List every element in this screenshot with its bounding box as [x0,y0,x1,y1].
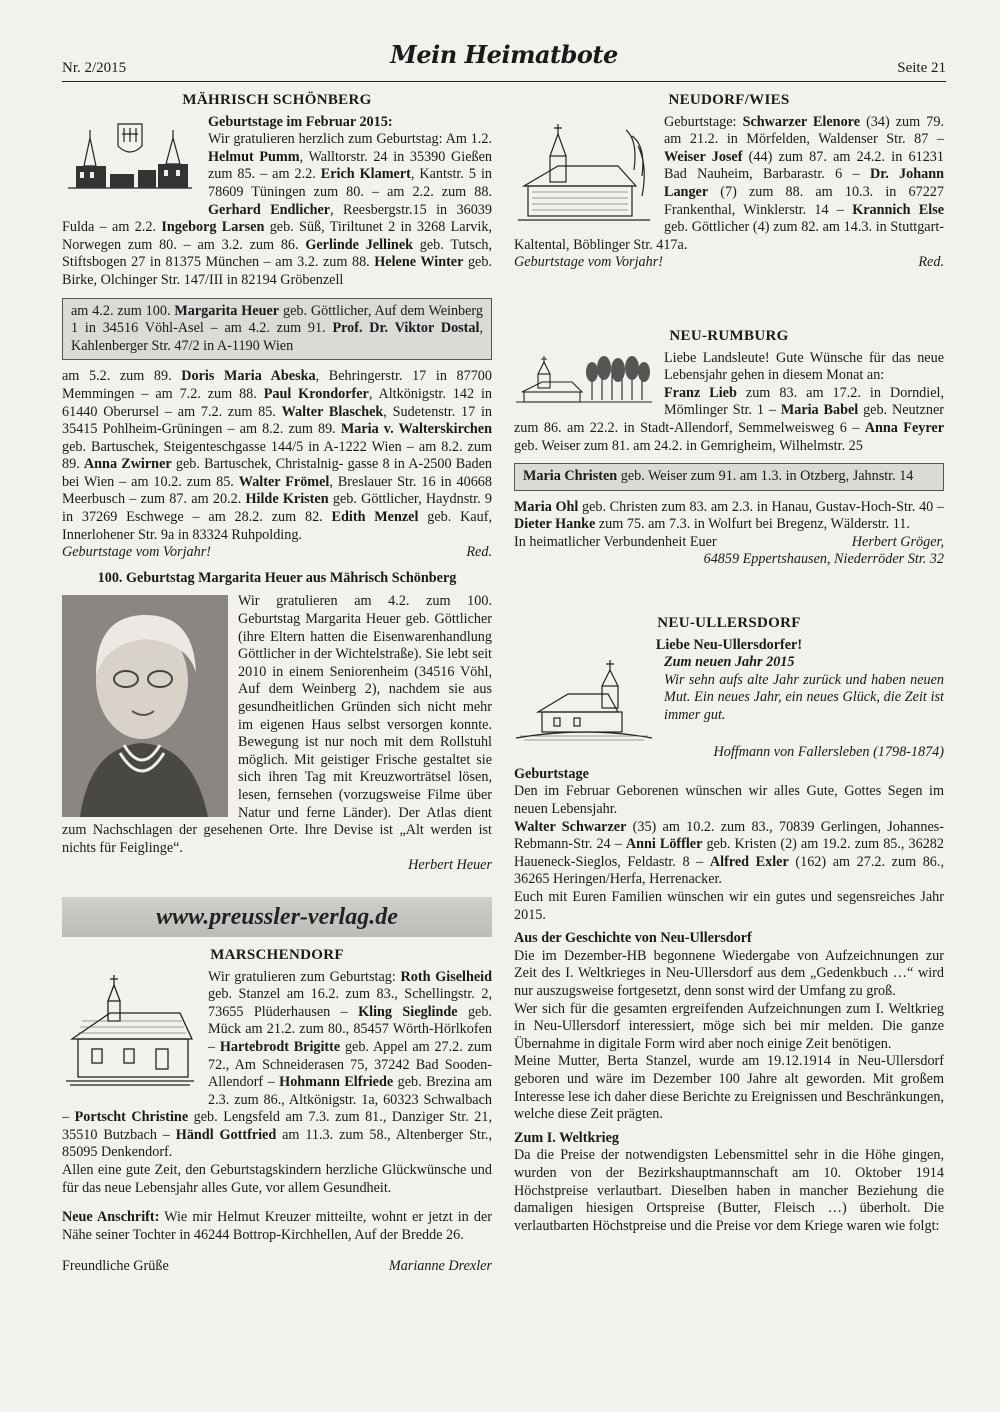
ullersdorf-sub-birthdays: Geburtstage [514,765,589,782]
ullersdorf-greeting: Liebe Neu-Ullersdorfer! [655,636,803,653]
hill-church-icon [514,656,654,742]
portrait-image-icon [62,595,228,817]
ullersdorf-year-wishes: Euch mit Euren Familien wünschen wir ein gutes und segensreiches Jahr 2015. [514,889,944,923]
ullersdorf-sub-history: Aus der Geschichte von Neu-Ullersdorf [514,930,752,947]
section-title-ullersdorf: NEU-ULLERSDORF [657,615,801,632]
new-address-text: Wie mir Helmut Kreuzer mitteilte, wohnt er jetzt in der Nähe seiner Tochter in 46244 Bottrop-Kirchhellen, Auf der Bredde 26. [62,1209,492,1243]
new-address-label: Neue Anschrift: [62,1209,160,1226]
history-text-3: Meine Mutter, Berta Stanzel, wurde am 19.12.1914 in Neu-Ullersdorf geboren und wäre im Dezember 100 Jahre alt geworden. Mit großem Interesse lese ich daher diese Berichte zu Ereignissen und Beschränkungen, welche diese Zeit prägten. [514,1053,944,1123]
ullersdorf-birthday-wishes: Den im Februar Geborenen wünschen wir alles Gute, Gottes Segen im neuen Lebensjahr. [514,783,944,818]
maehrisch-intro-heading: Geburtstage im Februar 2015: [208,113,393,130]
heuer-article-text: Wir gratulieren am 4.2. zum 100. Geburtstag Margarita Heuer geb. Göttlicher (ihre Eltern hatten die Eisenwarenhandlung Göttlicher in der Wichtelstraße). Sie lebt seit 2010 in einem Seniorenheim (34516 Vöhl, Auf dem Weinberg 2), nachdem sie aus gesundheitlichen Gründen sich nicht mehr im eigenen Haus selbst versorgen konnte. Bewegung ist nur noch mit dem Rollstuhl möglich. Mit geistiger Frische gestaltet sie sich ihren Tag mit Kreuzworträtsel lösen, lesen, fernsehen (vorzugsweise Filme über Natur und ferne Länder). Der Atlas dient zum Nachschlagen der gesehenen Orte. Ihre Devise ist „Alt werden ist nichts für Feiglinge“. [62,593,492,856]
section-title-marschendorf: MARSCHENDORF [210,946,344,963]
right-column [514,92,944,1235]
left-column [62,92,492,1276]
rumburg-closing-text: In heimatlicher Verbundenheit Euer [514,533,717,550]
rumburg-birthdays-2: Maria Ohl geb. Christen zum 83. am 2.3. in Hanau, Gustav-Hoch-Str. 40 – Dieter Hanke zum 75. am 7.3. in Wolfurt bei Bregenz, Wälderstr. 11. [514,498,945,533]
page-header [62,40,946,82]
highlight-box-heuer [62,298,492,361]
chapel-drawing-icon [62,971,198,1091]
rumburg-sig-name: Herbert Gröger, [851,533,944,550]
heuer-signature: Herbert Heuer [408,857,492,874]
section-title-neudorf: NEUDORF/WIES [668,92,790,108]
issue-number: Nr. 2/2015 [62,60,127,76]
neudorf-birthdays: Geburtstage: Schwarzer Elenore (34) zum 79. am 21.2. in Mörfelden, Waldenser Str. 87 – Weiser Josef (44) zum 87. am 24.2. in 61231 Bad Nauheim, Barbarastr. 6 – Dr. Johann Langer (7) zum 88. am 10.3. in 67227 Frankenthal, Winklerstr. 14 – Krannich Else geb. Göttlicher (4) zum 82. am 14.3. in Stuttgart-Kaltental, Böblinger Str. 417a. [514,113,945,253]
page-number: Seite 21 [897,60,946,76]
ullersdorf-sub-ww1: Zum I. Weltkrieg [514,1129,619,1146]
ww1-text: Da die Preise der notwendigsten Lebensmittel sehr in die Höhe gingen, wurden von der Bezirkshauptmannschaft am 10. Oktober 1914 Höchstpreise verlautbart. Dieselben haben in mancher Beziehung die damaligen hiesigen Ortspreise (Butter, Fleisch …) überholt. Die verlautbarten Höchstpreise und die Preise vor dem Kriege waren wie folgt: [514,1147,944,1234]
section-title-rumburg: NEU-RUMBURG [669,327,789,344]
rumburg-highlight-text: Maria Christen geb. Weiser zum 91. am 1.3. in Otzberg, Jahnstr. 14 [523,468,914,485]
church-landscape-icon [514,352,654,404]
publisher-url[interactable]: www.preussler-verlag.de [156,903,398,930]
section-title-maehrisch: MÄHRISCH SCHÖNBERG [182,92,372,108]
maehrisch-signature [62,544,492,562]
neudorf-signature [514,254,944,272]
history-text-2: Wer sich für die gesamten ergreifenden Aufzeichnungen zum I. Weltkrieg in Neu-Ullersdorf interessiert, möge sich bei mir melden. Die ganze Übernahme in digitale Form wird aber noch einige Zeit benötigen. [514,1000,944,1052]
rumburg-birthdays-1: Franz Lieb zum 83. am 17.2. in Dorndiel, Mömlinger Str. 1 – Maria Babel geb. Neutzner zum 86. am 22.2. in Stadt-Allendorf, Semmelweisweg 6 – Anna Feyrer geb. Weiser zum 81. am 24.2. in Gemrigheim, Wilhelmstr. 25 [514,384,944,454]
rumburg-sig-address: 64859 Eppertshausen, Niederröder Str. 32 [703,551,944,568]
publisher-url-banner[interactable] [62,897,492,937]
rumburg-intro: Liebe Landsleute! Gute Wünsche für das neue Lebensjahr gehen in diesem Monat an: [664,349,944,384]
highlight-box-christen [514,463,944,491]
ullersdorf-birthdays: Walter Schwarzer (35) am 10.2. zum 83., 70839 Gerlingen, Johannes-Rebmann-Str. 24 – Anni Löffler geb. Kristen (2) am 19.2. zum 85., 36282 Haueneck-Sieglos, Feldastr. 8 – Alfred Exler (162) am 27.2. zum 86., 36265 Heringen/Herfa, Herrenacker. [514,818,944,888]
village-church-icon [514,116,654,226]
sig-author: Red. [466,544,492,561]
heuer-article-title: 100. Geburtstag Margarita Heuer aus Mährisch Schönberg [97,569,457,586]
maehrisch-birthdays-1: Wir gratulieren herzlich zum Geburtstag: Am 1.2. Helmut Pumm, Walltorstr. 24 in 35390 Gießen zum 85. – am 2.2. Erich Klamert, Kantstr. 5 in 78609 Tüningen zum 80. – am 2.2. zum 88. Gerhard Endlicher, Reesbergstr.15 in 36039 Fulda – am 2.2. Ingeborg Larsen geb. Süß, Tiriltunet 2 in 3268 Larvik, Norwegen zum 80. – am 3.2. zum 86. Gerlinde Jellinek geb. Tutsch, Stiftsbogen 27 in 81375 München – am 3.2. zum 88. Helene Winter geb. Birke, Olchinger Str. 147/III in 82194 Gröbenzell [62,131,493,288]
masthead-logo: Mein Heimatbote [390,40,618,69]
marschendorf-wishes: Allen eine gute Zeit, den Geburtstagskindern herzliche Glückwünsche und für das neue Lebensjahr alles Gute, vor allem Gesundheit. [62,1162,492,1196]
poem-title: Zum neuen Jahr 2015 [664,654,795,671]
new-address-paragraph [62,1209,492,1244]
closing-greeting: Freundliche Grüße [62,1258,169,1275]
history-text-1: Die im Dezember-HB begonnene Wiedergabe von Aufzeichnungen zur Zeit des I. Weltkrieges in Neu-Ullersdorf aus dem „Gedenkbuch …“ wird nur auszugsweise fortgesetzt, denn sonst wird der Umfang zu groß. [514,947,944,999]
rumburg-closing [514,534,944,552]
portrait-photo [62,595,228,817]
maehrisch-highlight-text: am 4.2. zum 100. Margarita Heuer geb. Göttlicher, Auf dem Weinberg 1 in 34516 Vöhl-Asel – am 4.2. zum 91. Prof. Dr. Viktor Dostal, Kahlenberger Str. 47/2 in A-1190 Wien [71,302,483,354]
marschendorf-birthdays: Wir gratulieren zum Geburtstag: Roth Giselheid geb. Stanzel am 16.2. zum 83., Schellingstr. 2, 73655 Plüderhausen – Kling Sieglinde geb. Mück am 21.2. zum 80., 85457 Wörth-Hörlkofen – Hartebrodt Brigitte geb. Appel am 27.2. zum 72., Am Schneiderasen 75, 37242 Bad Sooden-Allendorf – Hohmann Elfriede geb. Brezina am 2.3. zum 86., Altkönigstr. 1a, 60323 Schwalbach – Portscht Christine geb. Lengsfeld am 7.3. zum 81., Danziger Str. 21, 35510 Butzbach – Händl Gottfried am 11.3. zum 58., Altenberger Str., 85095 Denkendorf. [62,968,493,1161]
poem-text: Wir sehn aufs alte Jahr zurück und haben neuen Mut. Ein neues Jahr, ein neues Glück, die Zeit ist immer gut. [664,671,944,724]
neudorf-sig-author: Red. [918,254,944,271]
poem-author: Hoffmann von Fallersleben (1798-1874) [713,744,944,761]
town-skyline-icon [62,116,198,200]
closing-author: Marianne Drexler [388,1258,492,1275]
neudorf-sig-note: Geburtstage vom Vorjahr! [514,254,663,271]
sig-note: Geburtstage vom Vorjahr! [62,544,211,561]
marschendorf-signature [62,1258,492,1276]
maehrisch-birthdays-2: am 5.2. zum 89. Doris Maria Abeska, Behringerstr. 17 in 87700 Memmingen – am 7.2. zum 88. Paul Krondorfer, Altkönigstr. 142 in 61440 Oberursel – am 7.2. zum 85. Walter Blaschek, Sudetenstr. 17 in 35415 Pohlheim-Grüningen – am 8.2. zum 89. Maria v. Walterskirchen geb. Bartuschek, Steigenteschgasse 144/5 in A-1222 Wien – am 8.2. zum 89. Anna Zwirner geb. Bartuschek, Christalnig- gasse 8 in A-2500 Baden bei Wien – am 10.2. zum 85. Walter Frömel, Breslauer Str. 16 in 40668 Meerbusch – zum 87. am 20.2. Hilde Kristen geb. Göttlicher, Haydnstr. 9 in 37269 Eschwege – am 28.2. zum 82. Edith Menzel geb. Kauf, Innerlohener Str. 9a in 83324 Ruhpolding. [62,368,492,543]
